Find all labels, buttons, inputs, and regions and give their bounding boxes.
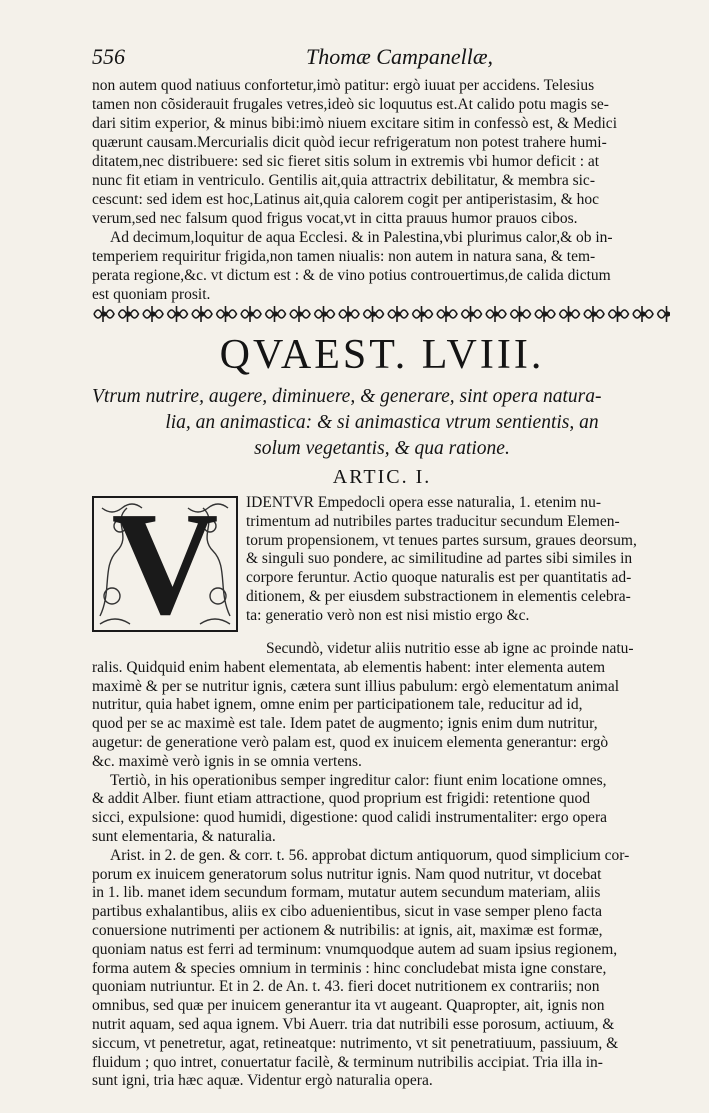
paragraph-ad-decimum [92, 228, 672, 304]
text-line: ditionem, & per eiusdem substractionem in elementis celebra- [246, 587, 631, 605]
fleuron-icon [388, 306, 408, 322]
fleuron-icon [560, 306, 580, 322]
text-line: partibus exhalantibus, aliis ex cibo aduenientibus, sicut in vase semper pleno facta [92, 903, 603, 921]
page-header [92, 44, 672, 74]
question-statement [92, 384, 672, 462]
text-line: sunt igni, tria hæc aquæ. Videntur ergò naturalia opera. [92, 1072, 433, 1090]
text-line: ditatem,nec distribuere: sed sic fieret sitis solum in extremis vbi humor deficit : at [92, 153, 600, 170]
text-line: Ad decimum,loquitur de aqua Ecclesi. & in Palestina,vbi plurimus calor,& ob in- [110, 229, 613, 246]
text-line: fluidum ; quo intret, conuertatur facilè, & terminum nutribilis accipiat. Tria illa in- [92, 1053, 603, 1071]
text-line: torum propensionem, vt tenues partes sursum, graues deorsum, [246, 531, 637, 549]
text-line: augetur: de generatione verò palam est, quod ex inuicem elementa generantur: ergò [92, 733, 609, 751]
fleuron-icon [511, 306, 531, 322]
text-line: quoniam nutriuntur. Et in 2. de An. t. 43. fieri docet nutritionem ex contrariis; non [92, 978, 600, 996]
text-line: sunt elementaria, & naturalia. [92, 827, 276, 845]
text-line: porum ex inuicem generatorum solus nutritur ignis. Nam quod nutritur, vt docebat [92, 865, 602, 883]
text-line: quoniam natus est ferri ad terminum: vnumquodque autem ad suam ipsius regionem, [92, 940, 618, 958]
text-line: sicci, expulsione: quod humidi, digestione: quod calidi instrumentaliter: ergo opera [92, 809, 607, 827]
text-line: verum,sed nec falsum quod frigus vocat,vt in citta prauus humor prauos cibos. [92, 210, 578, 227]
text-line: dari sitim experior, & minus bibi:imò niuem excitare sitim in confessò est, & Medici [92, 115, 617, 132]
text-line: ralis. Quidquid enim habent elementata, ab elementis habent: inter elementa autem [92, 658, 606, 676]
fleuron-icon [633, 306, 653, 322]
text-line: ta: generatio verò non est nisi mistio ergo &c. [246, 606, 530, 624]
page-number: 556 [92, 44, 125, 69]
text-line: forma autem & species omnium in terminis : hinc concludebat mista igne constare, [92, 959, 607, 977]
text-line: trimentum ad nutribiles partes traducitur secundum Elemen- [246, 512, 620, 530]
decorated-initial [92, 482, 238, 646]
text-line: nunc fit etiam in ventriculo. Gentilis ait,quia attractrix debilitatur, & membra sic- [92, 172, 595, 189]
text-line: temperiem requiritur frigida,non tamen niualis: non autem in natura sana, & tem- [92, 248, 596, 265]
text-line: quærunt causam.Mercurialis dicit quòd iecur refrigeratum non potest trahere humi- [92, 134, 607, 151]
fleuron-icon [290, 306, 310, 322]
text-line: cescunt: sed idem est hoc,Latinus ait,quia calorem cogit per antiperistasim, & hoc [92, 191, 600, 208]
fleuron-icon [94, 306, 114, 322]
text-line: siccum, vt penetretur, agat, retineatque: nutrimento, vt sit penetratiuum, passiuum, & [92, 1034, 619, 1052]
text-line: corpore feruntur. Actio quoque naturalis est per quantitatis ad- [246, 569, 632, 587]
fleuron-icon [339, 306, 359, 322]
text-line: omnibus, sed quæ per inuicem generantur ita vt augeant. Quapropter, ait, ignis non [92, 997, 605, 1015]
text-line: conuersione nutrimenti per actionem & nutribilis: at ignis, ait, maximæ est formæ, [92, 921, 603, 939]
article-body-beside-initial [246, 494, 672, 626]
text-line: Arist. in 2. de gen. & corr. t. 56. approbat dictum antiquorum, quod simplicium cor- [110, 846, 630, 864]
fleuron-icon [217, 306, 237, 322]
text-line: IDENTVR Empedocli opera esse naturalia, 1. etenim nu- [246, 494, 602, 511]
question-title: QVAEST. LVIII. [219, 332, 545, 378]
text-line: solum vegetantis, & qua ratione. [254, 438, 510, 459]
text-line: lia, an animastica: & si animastica vtrum sentientis, an [165, 412, 599, 433]
article-heading: ARTIC. I. [332, 466, 432, 488]
fleuron-icon [364, 306, 384, 322]
fleuron-icon [266, 306, 286, 322]
text-line: nutritur, quia habet ignem, omne enim per participationem tale, reducitur ad id, [92, 696, 583, 714]
initial-letter: V [111, 482, 219, 646]
text-line: Secundò, videtur aliis nutritio esse ab igne ac proinde natu- [266, 640, 634, 657]
text-line: tamen non cõsiderauit frugales vetres,ideò sic loquutus est.At calido potu magis se- [92, 96, 609, 113]
fleuron-icon [437, 306, 457, 322]
text-line: perata regione,&c. vt dictum est : & de vino potius controuertimus,de calida dictum [92, 267, 611, 284]
text-line: & addit Alber. fiunt etiam attractione, quod proprium est frigidi: retentione quod [92, 790, 591, 808]
fleuron-icon [192, 306, 212, 322]
text-line: & singuli suo pondere, ac similitudine ad partes sibi similes in [246, 550, 633, 568]
fleuron-icon [658, 306, 671, 322]
running-head: Thomæ Campanellæ, [306, 44, 494, 69]
paragraph-continued [92, 76, 672, 228]
text-line: nutrit aquam, sed aqua ignem. Vbi Auerr. tria dat nutribili esse porosum, actiuum, & [92, 1015, 615, 1033]
fleuron-icon [462, 306, 482, 322]
article-body [92, 640, 672, 1091]
text-line: Vtrum nutrire, augere, diminuere, & generare, sint opera natura- [92, 386, 602, 407]
text-line: maximè & per se nutritur ignis, cætera sunt illius pabulum: ergò elementatum animal [92, 677, 620, 695]
fleuron-icon [535, 306, 555, 322]
ornamental-divider [92, 303, 670, 325]
fleuron-icon [168, 306, 188, 322]
fleuron-icon [584, 306, 604, 322]
text-line: non autem quod natiuus confortetur,imò patitur: ergò iuuat per accidens. Telesius [92, 77, 595, 94]
fleuron-icon [486, 306, 506, 322]
fleuron-icon [413, 306, 433, 322]
fleuron-icon [315, 306, 335, 322]
text-line: in 1. lib. manet idem secundum formam, mutatur autem secundum materiam, aliis [92, 884, 601, 902]
fleuron-icon [609, 306, 629, 322]
text-line: est quoniam prosit. [92, 286, 211, 303]
text-line: &c. maximè verò ignis in se omnia vertens. [92, 752, 362, 770]
fleuron-icon [143, 306, 163, 322]
fleuron-icon [241, 306, 261, 322]
text-line: Tertiò, in his operationibus semper ingreditur calor: fiunt enim locatione omnes, [110, 771, 607, 789]
text-line: quod per se ac maximè est tale. Idem patet de augmento; ignis enim dum nutritur, [92, 715, 598, 733]
fleuron-icon [119, 306, 139, 322]
